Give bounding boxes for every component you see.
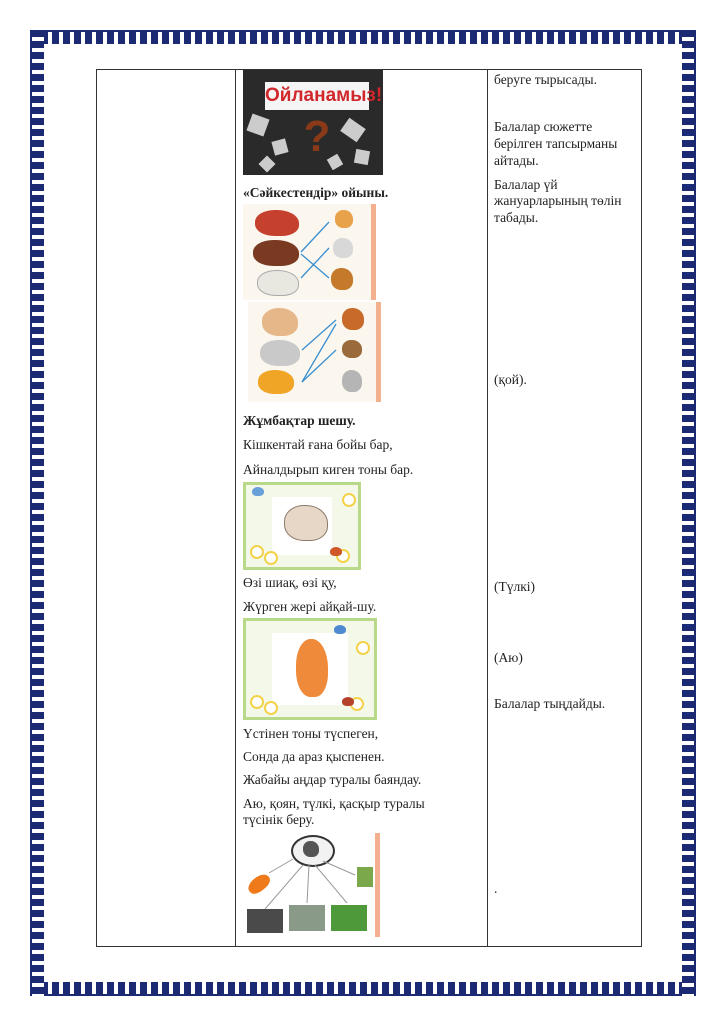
- column-divider-1: [235, 70, 236, 946]
- butterfly-icon: [330, 547, 342, 556]
- butterfly-icon: [342, 697, 354, 706]
- children-listen: Балалар тыңдайды.: [494, 696, 606, 711]
- right-text-3-line2: жануарларының төлін: [494, 193, 622, 208]
- riddles-title: Жұмбақтар шешу.: [243, 413, 356, 428]
- page-border-top: [30, 30, 694, 44]
- butterfly-icon: [334, 625, 346, 634]
- diagram-arrows: [243, 833, 375, 937]
- riddle3-line2: Сонда да араз қыспенен.: [243, 749, 385, 764]
- page-border-bottom: [30, 982, 694, 996]
- riddle2-line2: Жүрген жері айқай-шу.: [243, 599, 377, 614]
- riddle2-line1: Өзі шиақ, өзі қу,: [243, 575, 337, 590]
- right-text-2-line1: Балалар сюжетте: [494, 119, 593, 134]
- riddle3-line1: Үстінен тоны түспеген,: [243, 726, 379, 741]
- page-border-left: [30, 30, 44, 996]
- right-text-3-line3: табады.: [494, 210, 539, 225]
- right-text-1: беруге тырысады.: [494, 72, 597, 87]
- answer-bear: (Аю): [494, 650, 523, 665]
- riddle1-line2: Айналдырып киген тоны бар.: [243, 462, 414, 477]
- matching-game-title: «Сәйкестендір» ойыны.: [243, 185, 389, 200]
- riddle1-line1: Кішкентай ғана бойы бар,: [243, 437, 393, 452]
- matching-arrows-2: [248, 302, 376, 402]
- answer-fox: (Түлкі): [494, 579, 536, 594]
- matching-picture-adult-animals: [243, 204, 376, 300]
- explanation-line1: Аю, қоян, түлкі, қасқыр туралы: [243, 796, 425, 811]
- sheep-icon: [284, 505, 328, 541]
- right-text-3-line1: Балалар үй: [494, 177, 558, 192]
- sheep-picture: [243, 482, 361, 570]
- matching-picture-baby-animals: [248, 302, 381, 402]
- rabbit-diagram-picture: [243, 833, 380, 937]
- think-banner: Ойланамыз!: [265, 82, 369, 110]
- matching-arrows: [243, 204, 371, 300]
- right-text-2-line2: берілген тапсырманы: [494, 136, 618, 151]
- butterfly-icon: [252, 487, 264, 496]
- fox-picture: [243, 618, 377, 720]
- column-divider-2: [487, 70, 488, 946]
- fox-icon: [296, 639, 328, 697]
- answer-sheep: (қой).: [494, 372, 527, 387]
- wild-animals-story: Жабайы аңдар туралы баяндау.: [243, 772, 422, 787]
- lesson-table: [96, 69, 642, 947]
- trailing-dot: .: [494, 881, 498, 896]
- explanation-line2: түсінік беру.: [243, 812, 315, 827]
- right-text-2-line3: айтады.: [494, 153, 539, 168]
- question-mark-icon: ?: [303, 112, 331, 161]
- page-border-right: [682, 30, 696, 996]
- think-picture: [243, 70, 383, 175]
